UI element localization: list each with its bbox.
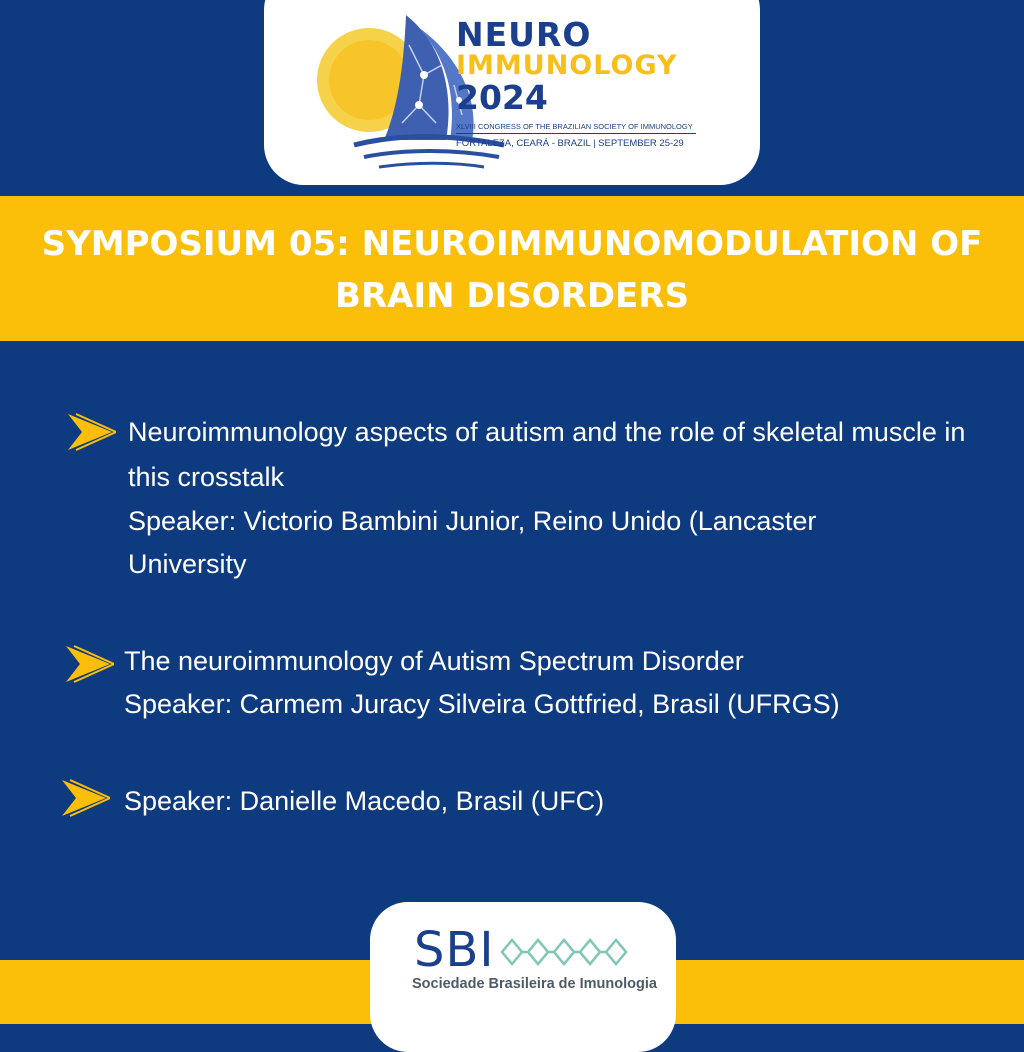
sbi-logo	[370, 902, 676, 1052]
logo-wordmark	[456, 15, 696, 149]
logo-line-neuro: NEURO	[456, 15, 592, 54]
sbi-full-name: Sociedade Brasileira de Imunologia	[412, 976, 657, 992]
chevron-arrow-icon	[64, 644, 114, 684]
logo-location-dates: FORTALEZA, CEARÁ - BRAZIL | SEPTEMBER 25-29	[456, 138, 684, 149]
talk-speaker: Speaker: Danielle Macedo, Brasil (UFC)	[124, 786, 605, 816]
logo-line-year: 2024	[456, 78, 548, 117]
talk-speaker: Speaker: Carmem Juracy Silveira Gottfried, Brasil (UFRGS)	[124, 689, 840, 719]
talk-title: The neuroimmunology of Autism Spectrum Disorder	[124, 646, 744, 676]
chevron-arrow-icon	[66, 412, 116, 452]
talk-speaker: Speaker: Victorio Bambini Junior, Reino Unido (Lancaster University	[128, 506, 817, 579]
congress-logo	[264, 0, 760, 185]
talk-title: Neuroimmunology aspects of autism and the role of skeletal muscle in this crosstalk	[128, 417, 966, 492]
talk-item-3	[124, 780, 1004, 823]
logo-congress-name: XLVIII CONGRESS OF THE BRAZILIAN SOCIETY OF IMMUNOLOGY	[456, 122, 696, 134]
sbi-abbreviation: SBI	[414, 922, 495, 978]
molecular-chain-icon	[498, 932, 638, 972]
chevron-arrow-icon	[60, 778, 110, 818]
symposium-title: SYMPOSIUM 05: NEUROIMMUNOMODULATION OF BRAIN DISORDERS	[41, 224, 983, 316]
logo-line-immunology: IMMUNOLOGY	[456, 50, 678, 81]
symposium-banner	[0, 196, 1024, 341]
talk-item-1	[128, 410, 1008, 586]
talk-item-2	[124, 640, 1004, 726]
